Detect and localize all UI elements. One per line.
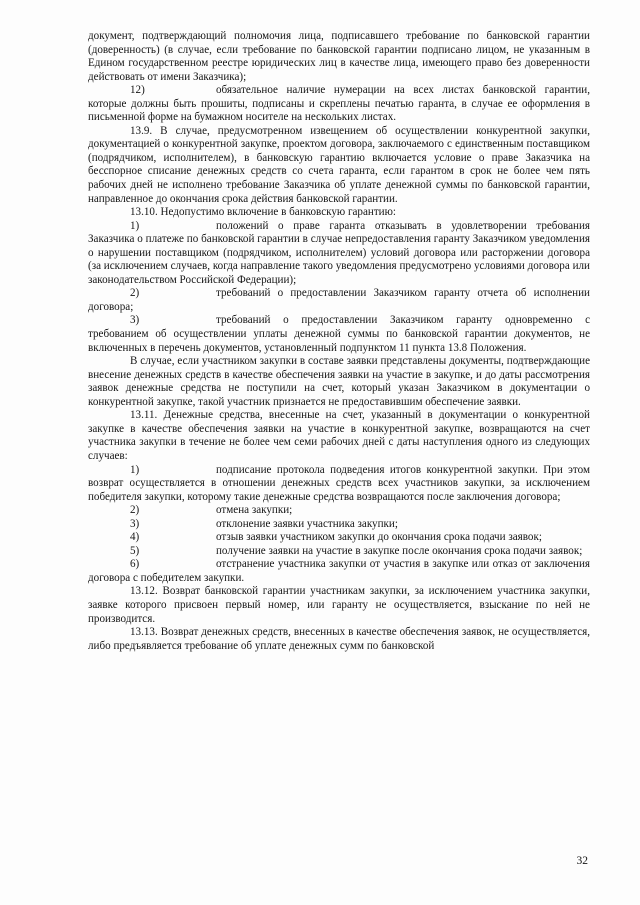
- paragraph-13-13: 13.13. Возврат денежных средств, внесенных в качестве обеспечения заявок, не осуществляется, либо предъявляется требование об уплате денежных сумм по банковской: [88, 626, 590, 652]
- document-body: [88, 30, 590, 653]
- paragraph-13-11: 13.11. Денежные средства, внесенные на счет, указанный в документации о конкурентной закупке в качестве обеспечения заявки на участие в конкурентной закупке, возвращаются на счет участника закупки в течение не более чем семи рабочих дней с даты наступления одного из следующих случаев:: [88, 409, 590, 462]
- list-item-6b: 6) отстранение участника закупки от участия в закупке или отказ от заключения договора с победителем закупки.: [88, 558, 590, 584]
- page-number: 32: [576, 855, 588, 867]
- paragraph-13-10: 13.10. Недопустимо включение в банковскую гарантию:: [130, 206, 396, 219]
- list-item-1: 1) положений о праве гаранта отказывать в удовлетворении требования Заказчика о платеже по банковской гарантии в случае непредоставления гаранту Заказчиком уведомления о нарушении поставщиком (подрядчиком, исполнителем) условий договора или расторжении договора (за исключением случаев, когда направление такого уведомления предусмотрено условиями договора или законодательством Российской Федерации);: [88, 219, 590, 286]
- list-item-12: 12) обязательное наличие нумерации на всех листах банковской гарантии, которые должны быть прошиты, подписаны и скреплены печатью гаранта, в случае ее оформления в письменной форме на бумажном носителе на нескольких листах.: [88, 84, 590, 124]
- paragraph-13-9: 13.9. В случае, предусмотренном извещением об осуществлении конкурентной закупки, документацией о конкурентной закупке, проектом договора, заключаемого с единственным поставщиком (подрядчиком, исполнителем), в банковскую гарантию включается условие о праве Заказчика на бесспорное списание денежных средств со счета гаранта, если гарантом в срок не более чем пять рабочих дней не исполнено требование Заказчика об уплате денежной суммы по банковской гарантии, направленное до окончания срока действия банковской гарантии.: [88, 124, 590, 205]
- paragraph-deposit-note: В случае, если участником закупки в составе заявки представлены документы, подтверждающие внесение денежных средств в качестве обеспечения заявки на участие в закупке, и до даты рассмотрения заявок денежные средства не поступили на счет, который указан Заказчиком в документации о конкурентной закупке, такой участник признается не предоставившим обеспечение заявки.: [88, 355, 590, 408]
- list-item-3b: 3) отклонение заявки участника закупки;: [130, 517, 398, 530]
- list-item-3: 3) требований о предоставлении Заказчиком гаранту одновременно с требованием об осуществлении уплаты денежной суммы по банковской гарантии документов, не включенных в перечень документов, установленный подпунктом 11 пункта 13.8 Положения.: [88, 314, 590, 354]
- list-item-4b: 4) отзыв заявки участником закупки до окончания срока подачи заявок;: [130, 531, 542, 544]
- paragraph-continuation: документ, подтверждающий полномочия лица, подписавшего требование по банковской гарантии (доверенность) (в случае, если требование по банковской гарантии подписано лицом, не указанным в Едином государственном реестре юридических лиц в качестве лица, имеющего право без доверенности действовать от имени Заказчика);: [88, 30, 590, 83]
- list-item-5b: 5) получение заявки на участие в закупке после окончания срока подачи заявок;: [130, 544, 583, 557]
- list-item-1b: 1) подписание протокола подведения итогов конкурентной закупки. При этом возврат осуществляется в отношении денежных средств всех участников закупки, за исключением победителя закупки, которому такие денежные средства возвращаются после заключения договора;: [88, 463, 590, 503]
- list-item-2: 2) требований о предоставлении Заказчиком гаранту отчета об исполнении договора;: [88, 287, 590, 313]
- list-item-2b: 2) отмена закупки;: [130, 504, 293, 517]
- paragraph-13-12: 13.12. Возврат банковской гарантии участникам закупки, за исключением участника закупки, заявке которого присвоен первый номер, или гаранту не осуществляется, взыскание по ней не производится.: [88, 585, 590, 625]
